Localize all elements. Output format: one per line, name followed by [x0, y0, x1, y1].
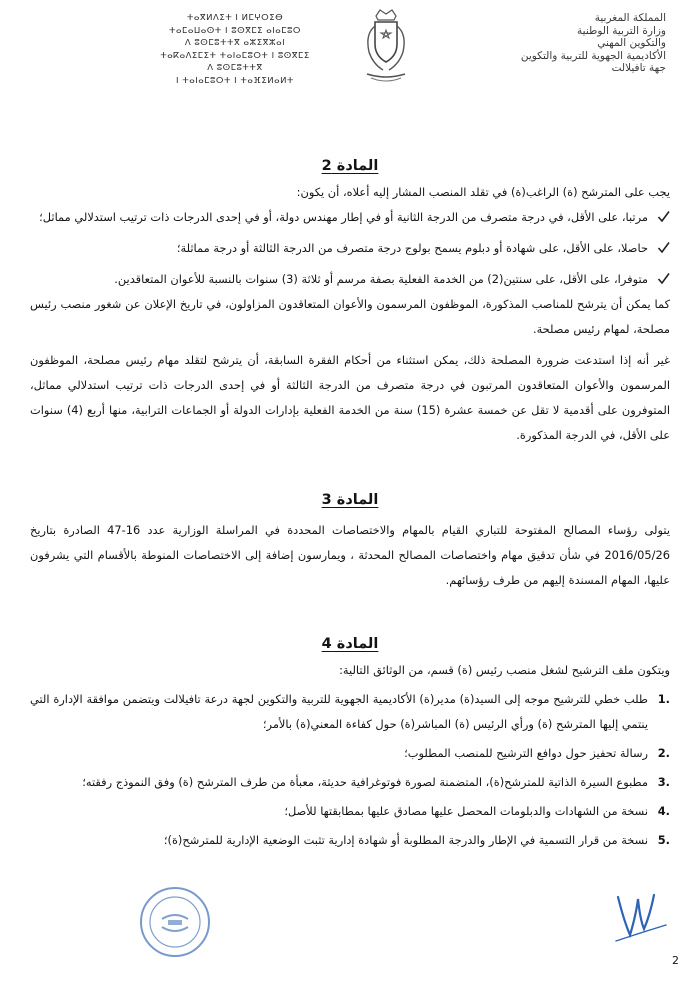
header-tz-line: ⵏ ⵜⴰⵏⴰⵎⵓⵔⵜ ⵏ ⵜⴰⴼⵉⵍⴰⵍⵜ	[176, 75, 294, 86]
header-tz-line: ⵜⴰⴳⵍⴷⵉⵜ ⵏ ⵍⵎⵖⵔⵉⴱ	[186, 13, 284, 23]
list-item-text: حاصلا، على الأقل، على شهادة أو دبلوم يسمح بولوج درجة متصرف من الدرجة الثالثة أو درجة مماثلة؛	[176, 241, 648, 255]
list-item	[30, 828, 670, 853]
royal-emblem-icon	[361, 8, 411, 86]
article-4	[30, 636, 670, 853]
header-ar-line: جهة تافيلالت	[611, 62, 666, 74]
article-3-title: المادة 3	[321, 492, 379, 508]
list-item-number: 1.	[657, 692, 670, 706]
list-item	[30, 236, 670, 261]
article-3	[30, 492, 670, 593]
article-2-paragraph: غير أنه إذا استدعت ضرورة المصلحة ذلك، يمكن استثناء من أحكام الفقرة السابقة، أن يترشح لتقلد مهام رئيس مصلحة، الموظفون المرسمون والأعوان المتعاقدون المرتبون في درجة متصرف من الدرجة الثالثة أو في إحدى الدرجات ذات ترتيب استدلالي مماثل، المتوفرون على أقدمية لا تقل عن خمسة عشرة (15) سنة من الخدمة الفعلية بإدارات الدولة أو الجماعات الترابية، منها أربع (4) سنوات على الأقل، في الدرجة المذكورة.	[30, 353, 670, 442]
article-4-title: المادة 4	[321, 636, 379, 652]
list-item-number: 3.	[657, 775, 670, 789]
header-ar-line: وزارة التربية الوطنية	[577, 24, 666, 37]
article-2	[30, 158, 670, 448]
article-3-paragraph: يتولى رؤساء المصالح المفتوحة للتباري القيام بالمهام والاختصاصات المحددة في المراسلة الوزارية عدد 16-47 الصادرة بتاريخ 2016/05/26 في شأن تدقيق مهام واختصاصات المصالح المحدثة ، ويمارسون إضافة إلى الاختصاصات المنوطة بالأقسام التي يشرفون عليها، المهام المسندة إليهم من طرف رؤسائهم.	[30, 523, 670, 587]
signature-icon	[610, 885, 670, 945]
check-icon	[657, 272, 670, 285]
header-ar-line: والتكوين المهني	[597, 37, 666, 49]
list-item	[30, 687, 670, 737]
official-stamp-icon	[138, 885, 212, 959]
page-number: 2	[672, 954, 679, 967]
article-4-intro: ويتكون ملف الترشيح لشغل منصب رئيس (ة) قسم، من الوثائق التالية:	[339, 663, 670, 677]
list-item-number: 5.	[657, 833, 670, 847]
header-arabic	[416, 12, 666, 75]
article-2-intro: يجب على المترشح (ة) الراغب(ة) في تقلد المنصب المشار إليه أعلاه، أن يكون:	[296, 185, 670, 199]
header-ar-line: المملكة المغربية	[594, 12, 666, 24]
list-item-text: نسخة من قرار التسمية في الإطار والدرجة المطلوبة أو شهادة إدارية تثبت الوضعية الإدارية للمترشح(ة)؛	[163, 833, 648, 847]
list-item-text: متوفرا، على الأقل، على سنتين(2) من الخدمة الفعلية بصفة مرسم أو ثلاثة (3) سنوات بالنسبة للأعوان المتعاقدين.	[114, 272, 648, 286]
list-item	[30, 741, 670, 766]
header-tz-line: ⵜⴰⴽⴰⴷⵉⵎⵉⵜ ⵜⴰⵏⴰⵎⵓⵔⵜ ⵏ ⵓⵙⴳⵎⵉ	[160, 50, 310, 61]
header-tz-line: ⵜⴰⵎⴰⵡⴰⵙⵜ ⵏ ⵓⵙⴳⵎⵉ ⴰⵏⴰⵎⵓⵔ	[169, 25, 301, 36]
list-item	[30, 770, 670, 795]
list-item-number: 4.	[657, 804, 670, 818]
list-item-number: 2.	[657, 746, 670, 760]
header-tz-line: ⴷ ⵓⵙⵎⵓⵜⵜⴳ	[207, 63, 263, 73]
list-item	[30, 205, 670, 230]
list-item-text: مرتبا، على الأقل، في درجة متصرف من الدرجة الثانية أو في إطار مهندس دولة، أو في إحدى الدرجات ذات ترتيب استدلالي مماثل؛	[39, 210, 648, 224]
header-tz-line: ⴷ ⵓⵙⵎⵓⵜⵜⴳ ⴰⵣⵉⴳⵣⴰⵏ	[184, 38, 286, 48]
article-2-paragraph: كما يمكن أن يترشح للمناصب المذكورة، الموظفون المرسمون والأعوان المتعاقدون المزاولون، في تاريخ الإعلان عن شغور منصب رئيس مصلحة، لمهام رئيس مصلحة.	[30, 297, 670, 336]
list-item-text: رسالة تحفيز حول دوافع الترشيح للمنصب المطلوب؛	[404, 746, 648, 760]
check-icon	[657, 241, 670, 254]
list-item-text: نسخة من الشهادات والدبلومات المحصل عليها مصادق عليها بمطابقتها للأصل؛	[284, 804, 648, 818]
header-tifinagh	[150, 12, 320, 87]
check-icon	[657, 210, 670, 223]
header-ar-line: الأكاديمية الجهوية للتربية والتكوين	[520, 49, 666, 62]
list-item-text: طلب خطي للترشيح موجه إلى السيد(ة) مدير(ة) الأكاديمية الجهوية للتربية والتكوين لجهة درعة تافيلالت ويتضمن موافقة الإدارة التي ينتمي إليها المترشح (ة) ورأي الرئيس (ة) المباشر(ة) حول كفاءة المعني(ة) بالأمر؛	[30, 692, 648, 731]
list-item	[30, 799, 670, 824]
article-2-title: المادة 2	[321, 158, 379, 174]
list-item	[30, 267, 670, 292]
list-item-text: مطبوع السيرة الذاتية للمترشح(ة)، المتضمنة لصورة فوتوغرافية حديثة، معبأة من طرف المترشح (ة) وفق النموذج رفقته؛	[82, 775, 648, 789]
